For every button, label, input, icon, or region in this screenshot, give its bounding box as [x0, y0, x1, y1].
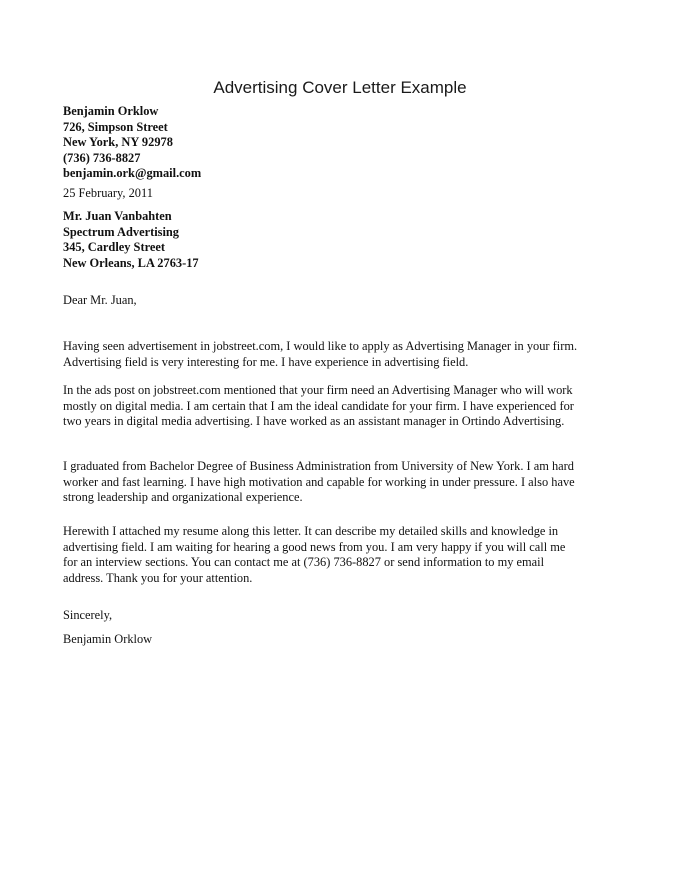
letter-date: 25 February, 2011 — [63, 186, 153, 200]
paragraph-line: strong leadership and organizational experience. — [63, 490, 303, 505]
signature-name: Benjamin Orklow — [63, 632, 153, 646]
recipient-city: New Orleans, LA 2763-17 — [63, 255, 199, 270]
paragraph-line: worker and fast learning. I have high motivation and capable for working in under pressure. I also have — [63, 474, 575, 489]
paragraph-line: advertising field. I am waiting for hearing a good news from you. I am very happy if you will call me — [63, 539, 566, 554]
paragraph-line: address. Thank you for your attention. — [63, 570, 253, 585]
closing: Sincerely, — [63, 608, 113, 622]
sender-city: New York, NY 92978 — [63, 135, 173, 150]
recipient-street: 345, Cardley Street — [63, 240, 165, 255]
paragraph-line: In the ads post on jobstreet.com mentioned that your firm need an Advertising Manager who will work — [63, 383, 573, 397]
paragraph-line: mostly on digital media. I am certain that I am the ideal candidate for your firm. I have experienced for — [63, 398, 574, 413]
body-paragraph-1 — [63, 339, 623, 370]
paragraph-line: for an interview sections. You can contact me at (736) 736-8827 or send information to my email — [63, 555, 545, 570]
body-paragraph-3 — [63, 459, 623, 506]
body-paragraph-2 — [63, 383, 623, 430]
document-title: Advertising Cover Letter Example — [213, 78, 467, 97]
recipient-address-block — [63, 209, 623, 271]
paragraph-line: Advertising field is very interesting for me. I have experience in advertising field. — [63, 354, 469, 369]
paragraph-line: Herewith I attached my resume along this letter. It can describe my detailed skills and knowledge in — [63, 524, 559, 538]
sender-street: 726, Simpson Street — [63, 119, 168, 134]
recipient-company: Spectrum Advertising — [63, 224, 179, 239]
salutation: Dear Mr. Juan, — [63, 293, 137, 307]
recipient-name: Mr. Juan Vanbahten — [63, 209, 172, 223]
paragraph-line: Having seen advertisement in jobstreet.com, I would like to apply as Advertising Manager in your firm. — [63, 339, 578, 353]
sender-phone: (736) 736-8827 — [63, 150, 141, 165]
sender-name: Benjamin Orklow — [63, 104, 159, 118]
paragraph-line: I graduated from Bachelor Degree of Business Administration from University of New York. I am hard — [63, 459, 574, 473]
body-paragraph-4 — [63, 524, 623, 586]
sender-email: benjamin.ork@gmail.com — [63, 166, 202, 181]
paragraph-line: two years in digital media advertising. I have worked as an assistant manager in Ortindo Advertising. — [63, 414, 565, 429]
sender-address-block — [63, 104, 623, 182]
